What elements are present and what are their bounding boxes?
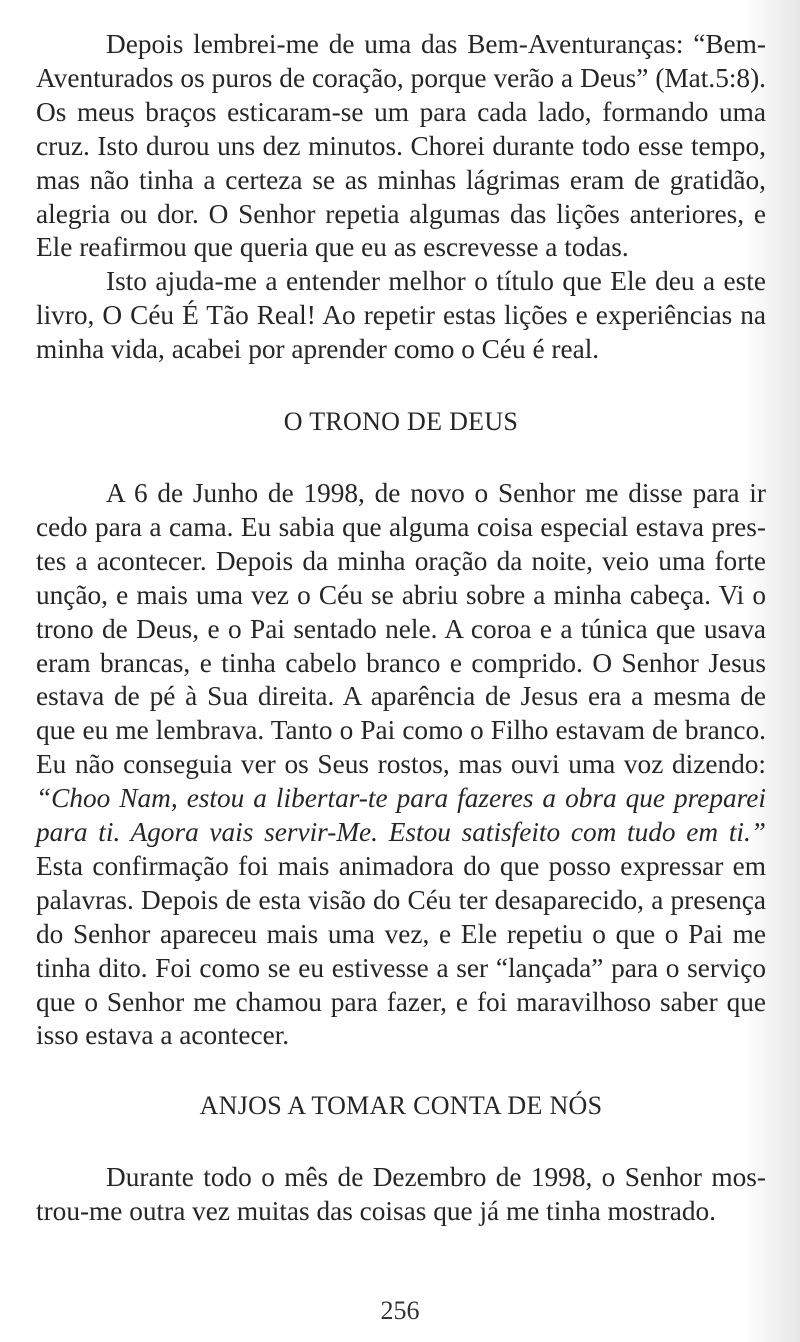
paragraph-beatitudes: Depois lembrei-me de uma das Bem-Aventuranças: “Bem-Aventurados os puros de coração, porque verão a Deus” (Mat.5:8). Os meus braços esticaram-se um para cada lado, formando uma cruz. Isto durou uns dez minutos. Chorei durante todo esse tempo, mas não tinha a certeza se as minhas lágrimas eram de gratidão, alegria ou dor. O Senhor repetia algumas das lições anteriores, e Ele reafirmou que queria que eu as escrevesse a todas. bbox=[36, 29, 766, 263]
throne-text-start: A 6 de Junho de 1998, de novo o Senhor me disse para ir cedo para a cama. Eu sabia que alguma coisa especial estava prestes a acontecer. Depois da minha oração da noite, veio uma forte unção, e mais uma vez o Céu se abriu sobre a minha cabeça. Vi o trono de Deus, e o Pai sentado nele. A coroa e a túnica que usava eram brancas, e tinha cabelo branco e comprido. O Senhor Jesus estava de pé à Sua direita. A aparência de Jesus era a mesma de que eu me lembrava. Tanto o Pai como o Filho estavam de branco. Eu não conseguia ver os Seus rostos, mas ouvi uma voz dizendo: bbox=[36, 477, 766, 780]
divine-quote: “Choo Nam, estou a libertar-te para fazeres a obra que preparei para ti. Agora vais servir-Me. Estou satisfeito com tudo em ti.” bbox=[36, 783, 766, 848]
throne-text-end: Esta confirmação foi mais animadora do que posso expressar em palavras. Depois de esta visão do Céu ter desaparecido, a presença do Senhor apareceu mais uma vez, e Ele repetiu o que o Pai me tinha dito. Foi como se eu estivesse a ser “lançada” para o serviço que o Senhor me chamou para fazer, e foi maravilhoso saber que isso estava a acontecer. bbox=[36, 850, 766, 1051]
paragraph-throne-vision bbox=[36, 477, 766, 1053]
section-heading-throne: O TRONO DE DEUS bbox=[283, 407, 519, 437]
page-number: 256 bbox=[380, 1296, 420, 1325]
section-heading-angels: ANJOS A TOMAR CONTA DE NÓS bbox=[199, 1091, 603, 1121]
page-text bbox=[36, 28, 766, 1229]
paragraph-book-title: Isto ajuda-me a entender melhor o título que Ele deu a este livro, O Céu É Tão Real! Ao repetir estas lições e experiências na minha vida, acabei por aprender como o Céu é real. bbox=[36, 266, 766, 365]
paragraph-december: Durante todo o mês de Dezembro de 1998, o Senhor mostrou-me outra vez muitas das coisas que já me tinha mostrado. bbox=[36, 1162, 766, 1227]
